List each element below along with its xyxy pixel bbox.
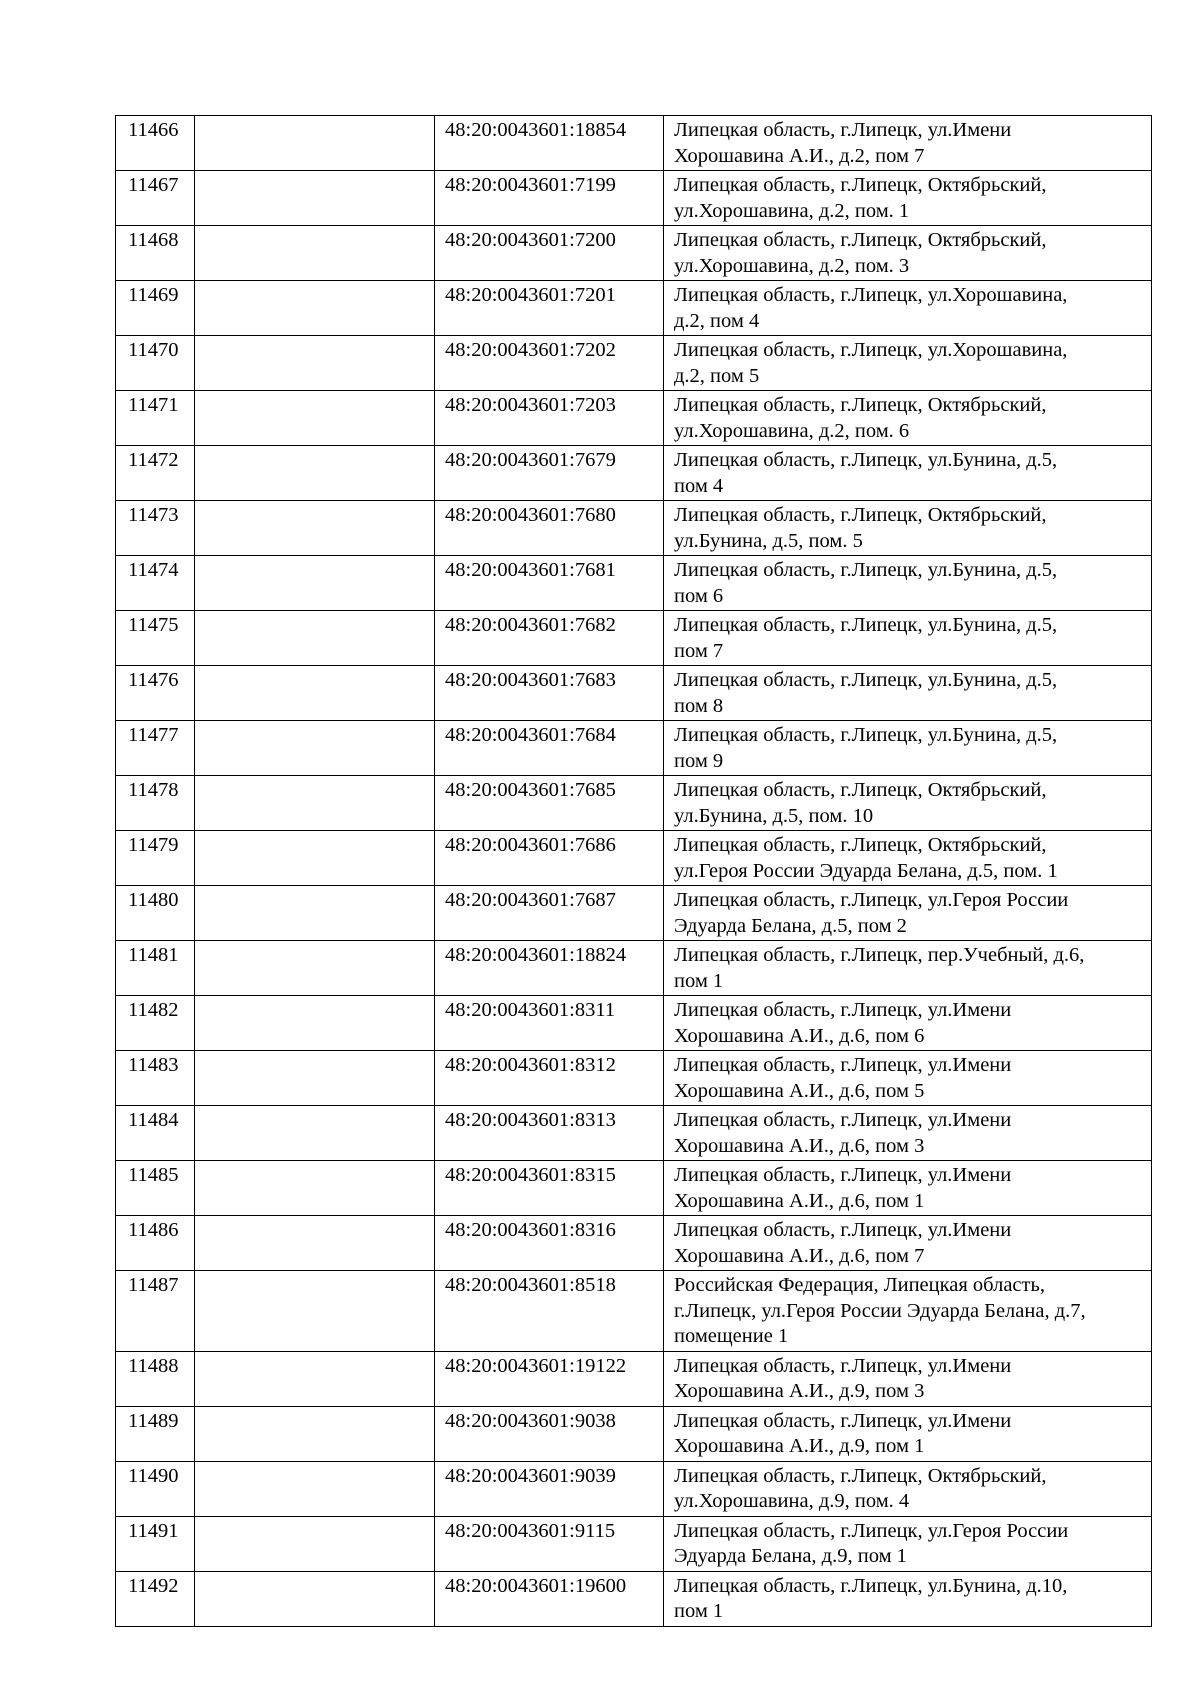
row-number: 11468 — [116, 226, 195, 281]
empty-cell — [195, 116, 435, 171]
table-row — [116, 1271, 1152, 1352]
address-cell — [664, 1106, 1152, 1161]
address-cell — [664, 1271, 1152, 1352]
table-body — [116, 116, 1152, 1627]
row-number: 11473 — [116, 501, 195, 556]
address-cell — [664, 1161, 1152, 1216]
address-line: Липецкая область, г.Липецк, ул.Хорошавина, — [674, 339, 1068, 361]
address-line: Липецкая область, г.Липецк, Октябрьский, — [674, 394, 1047, 416]
table-row — [116, 171, 1152, 226]
address-line: Хорошавина А.И., д.6, пом 7 — [674, 1244, 925, 1267]
cadastral-number: 48:20:0043601:8312 — [435, 1051, 664, 1106]
address-line: ул.Хорошавина, д.2, пом. 3 — [674, 254, 910, 277]
address-line: пом 9 — [674, 749, 724, 772]
empty-cell — [195, 721, 435, 776]
address-line: Эдуарда Белана, д.9, пом 1 — [674, 1545, 907, 1567]
empty-cell — [195, 1571, 435, 1626]
address-line: Липецкая область, г.Липецк, ул.Бунина, д.10, — [674, 1574, 1068, 1597]
address-cell — [664, 611, 1152, 666]
address-line: Липецкая область, г.Липецк, Октябрьский, — [674, 779, 1047, 801]
address-line: Липецкая область, г.Липецк, ул.Героя России — [674, 889, 1069, 911]
table-row — [116, 1406, 1152, 1461]
address-line: Хорошавина А.И., д.6, пом 1 — [674, 1189, 925, 1212]
empty-cell — [195, 226, 435, 281]
row-number: 11470 — [116, 336, 195, 391]
row-number: 11484 — [116, 1106, 195, 1161]
empty-cell — [195, 1351, 435, 1406]
address-line: Липецкая область, г.Липецк, Октябрьский, — [674, 1464, 1047, 1487]
property-registry-table — [115, 115, 1152, 1627]
cadastral-number: 48:20:0043601:8315 — [435, 1161, 664, 1216]
table-row — [116, 226, 1152, 281]
address-cell — [664, 391, 1152, 446]
cadastral-number: 48:20:0043601:18824 — [435, 941, 664, 996]
address-cell — [664, 171, 1152, 226]
cadastral-number: 48:20:0043601:7680 — [435, 501, 664, 556]
address-line: Липецкая область, г.Липецк, ул.Бунина, д.5, — [674, 724, 1058, 746]
table-row — [116, 1351, 1152, 1406]
address-cell — [664, 556, 1152, 611]
address-cell — [664, 1461, 1152, 1516]
cadastral-number: 48:20:0043601:7682 — [435, 611, 664, 666]
address-cell — [664, 1571, 1152, 1626]
table-row — [116, 336, 1152, 391]
address-cell — [664, 446, 1152, 501]
empty-cell — [195, 501, 435, 556]
row-number: 11487 — [116, 1271, 195, 1352]
cadastral-number: 48:20:0043601:7200 — [435, 226, 664, 281]
address-line: Хорошавина А.И., д.9, пом 3 — [674, 1380, 925, 1402]
address-line: ул.Героя России Эдуарда Белана, д.5, пом. 1 — [674, 859, 1058, 882]
address-cell — [664, 776, 1152, 831]
cadastral-number: 48:20:0043601:8311 — [435, 996, 664, 1051]
address-cell — [664, 1351, 1152, 1406]
cadastral-number: 48:20:0043601:7683 — [435, 666, 664, 721]
empty-cell — [195, 171, 435, 226]
address-line: Липецкая область, г.Липецк, ул.Имени — [674, 1219, 1012, 1241]
row-number: 11483 — [116, 1051, 195, 1106]
row-number: 11488 — [116, 1351, 195, 1406]
row-number: 11469 — [116, 281, 195, 336]
table-row — [116, 996, 1152, 1051]
row-number: 11480 — [116, 886, 195, 941]
row-number: 11466 — [116, 116, 195, 171]
table-row — [116, 1216, 1152, 1271]
cadastral-number: 48:20:0043601:7199 — [435, 171, 664, 226]
address-line: Хорошавина А.И., д.6, пом 6 — [674, 1024, 925, 1047]
cadastral-number: 48:20:0043601:7684 — [435, 721, 664, 776]
table-row — [116, 721, 1152, 776]
address-line: Липецкая область, г.Липецк, пер.Учебный, д.6, — [674, 944, 1085, 966]
address-line: пом 6 — [674, 584, 724, 607]
cadastral-number: 48:20:0043601:8316 — [435, 1216, 664, 1271]
table-row — [116, 556, 1152, 611]
cadastral-number: 48:20:0043601:7202 — [435, 336, 664, 391]
cadastral-number: 48:20:0043601:9039 — [435, 1461, 664, 1516]
cadastral-number: 48:20:0043601:19600 — [435, 1571, 664, 1626]
row-number: 11491 — [116, 1516, 195, 1571]
empty-cell — [195, 1216, 435, 1271]
address-cell — [664, 831, 1152, 886]
empty-cell — [195, 831, 435, 886]
cadastral-number: 48:20:0043601:7679 — [435, 446, 664, 501]
address-line: Липецкая область, г.Липецк, ул.Имени — [674, 1354, 1012, 1377]
table-row — [116, 1051, 1152, 1106]
empty-cell — [195, 996, 435, 1051]
address-line: д.2, пом 4 — [674, 309, 760, 332]
row-number: 11471 — [116, 391, 195, 446]
address-line: Липецкая область, г.Липецк, ул.Героя России — [674, 1519, 1069, 1542]
table-row — [116, 446, 1152, 501]
address-cell — [664, 1406, 1152, 1461]
address-cell — [664, 281, 1152, 336]
cadastral-number: 48:20:0043601:18854 — [435, 116, 664, 171]
address-line: Липецкая область, г.Липецк, Октябрьский, — [674, 229, 1047, 251]
cadastral-number: 48:20:0043601:7687 — [435, 886, 664, 941]
empty-cell — [195, 1106, 435, 1161]
row-number: 11492 — [116, 1571, 195, 1626]
cadastral-number: 48:20:0043601:9038 — [435, 1406, 664, 1461]
table-row — [116, 281, 1152, 336]
address-cell — [664, 501, 1152, 556]
row-number: 11476 — [116, 666, 195, 721]
address-line: Липецкая область, г.Липецк, ул.Имени — [674, 999, 1012, 1021]
address-cell — [664, 336, 1152, 391]
row-number: 11478 — [116, 776, 195, 831]
table-row — [116, 886, 1152, 941]
empty-cell — [195, 556, 435, 611]
address-line: Липецкая область, г.Липецк, Октябрьский, — [674, 174, 1047, 196]
table-row — [116, 1461, 1152, 1516]
address-line: Липецкая область, г.Липецк, ул.Бунина, д.5, — [674, 614, 1058, 636]
cadastral-number: 48:20:0043601:7681 — [435, 556, 664, 611]
empty-cell — [195, 1161, 435, 1216]
cadastral-number: 48:20:0043601:7203 — [435, 391, 664, 446]
address-line: Хорошавина А.И., д.2, пом 7 — [674, 144, 925, 167]
address-line: Российская Федерация, Липецкая область, — [674, 1274, 1045, 1296]
address-cell — [664, 721, 1152, 776]
cadastral-number: 48:20:0043601:7201 — [435, 281, 664, 336]
address-line: Хорошавина А.И., д.6, пом 5 — [674, 1079, 925, 1102]
cadastral-number: 48:20:0043601:9115 — [435, 1516, 664, 1571]
table-row — [116, 831, 1152, 886]
address-line: Эдуарда Белана, д.5, пом 2 — [674, 914, 907, 937]
empty-cell — [195, 941, 435, 996]
address-line: ул.Бунина, д.5, пом. 10 — [674, 804, 874, 827]
empty-cell — [195, 1406, 435, 1461]
empty-cell — [195, 1461, 435, 1516]
cadastral-number: 48:20:0043601:7686 — [435, 831, 664, 886]
table-row — [116, 1161, 1152, 1216]
empty-cell — [195, 1516, 435, 1571]
address-line: Липецкая область, г.Липецк, ул.Бунина, д.5, — [674, 669, 1058, 691]
address-cell — [664, 1216, 1152, 1271]
table-row — [116, 501, 1152, 556]
table-row — [116, 1516, 1152, 1571]
address-line: Липецкая область, г.Липецк, ул.Имени — [674, 1109, 1012, 1131]
address-line: пом 1 — [674, 969, 724, 992]
row-number: 11479 — [116, 831, 195, 886]
address-line: помещение 1 — [674, 1325, 789, 1347]
empty-cell — [195, 336, 435, 391]
row-number: 11485 — [116, 1161, 195, 1216]
cadastral-number: 48:20:0043601:8313 — [435, 1106, 664, 1161]
table-row — [116, 1106, 1152, 1161]
row-number: 11486 — [116, 1216, 195, 1271]
empty-cell — [195, 776, 435, 831]
table-row — [116, 116, 1152, 171]
row-number: 11467 — [116, 171, 195, 226]
row-number: 11481 — [116, 941, 195, 996]
empty-cell — [195, 1051, 435, 1106]
address-line: Липецкая область, г.Липецк, ул.Имени — [674, 1164, 1012, 1186]
row-number: 11472 — [116, 446, 195, 501]
address-line: ул.Хорошавина, д.2, пом. 1 — [674, 199, 910, 222]
empty-cell — [195, 886, 435, 941]
table-row — [116, 391, 1152, 446]
empty-cell — [195, 391, 435, 446]
table-row — [116, 776, 1152, 831]
cadastral-number: 48:20:0043601:8518 — [435, 1271, 664, 1352]
address-line: Хорошавина А.И., д.6, пом 3 — [674, 1134, 925, 1157]
address-cell — [664, 1516, 1152, 1571]
row-number: 11489 — [116, 1406, 195, 1461]
row-number: 11482 — [116, 996, 195, 1051]
address-cell — [664, 116, 1152, 171]
empty-cell — [195, 446, 435, 501]
address-line: Липецкая область, г.Липецк, ул.Бунина, д.5, — [674, 449, 1058, 471]
document-page — [115, 115, 1151, 1627]
row-number: 11490 — [116, 1461, 195, 1516]
empty-cell — [195, 1271, 435, 1352]
address-line: пом 1 — [674, 1600, 724, 1622]
address-cell — [664, 886, 1152, 941]
empty-cell — [195, 281, 435, 336]
table-row — [116, 941, 1152, 996]
table-row — [116, 611, 1152, 666]
table-row — [116, 1571, 1152, 1626]
table-row — [116, 666, 1152, 721]
address-line: Липецкая область, г.Липецк, ул.Имени — [674, 1409, 1012, 1432]
row-number: 11477 — [116, 721, 195, 776]
address-line: Липецкая область, г.Липецк, Октябрьский, — [674, 504, 1047, 526]
address-line: пом 4 — [674, 474, 724, 497]
address-line: ул.Хорошавина, д.2, пом. 6 — [674, 419, 910, 442]
address-line: г.Липецк, ул.Героя России Эдуарда Белана, д.7, — [674, 1299, 1086, 1322]
address-line: Липецкая область, г.Липецк, ул.Имени — [674, 1054, 1012, 1076]
address-cell — [664, 1051, 1152, 1106]
cadastral-number: 48:20:0043601:7685 — [435, 776, 664, 831]
address-line: пом 7 — [674, 639, 724, 662]
address-line: Хорошавина А.И., д.9, пом 1 — [674, 1435, 925, 1457]
address-line: Липецкая область, г.Липецк, Октябрьский, — [674, 834, 1047, 856]
address-line: пом 8 — [674, 694, 724, 717]
address-line: ул.Бунина, д.5, пом. 5 — [674, 529, 863, 552]
address-cell — [664, 996, 1152, 1051]
address-cell — [664, 226, 1152, 281]
address-cell — [664, 666, 1152, 721]
address-line: Липецкая область, г.Липецк, ул.Хорошавина, — [674, 284, 1068, 306]
row-number: 11475 — [116, 611, 195, 666]
address-line: Липецкая область, г.Липецк, ул.Бунина, д.5, — [674, 559, 1058, 581]
cadastral-number: 48:20:0043601:19122 — [435, 1351, 664, 1406]
address-line: ул.Хорошавина, д.9, пом. 4 — [674, 1490, 910, 1512]
address-line: д.2, пом 5 — [674, 364, 760, 387]
address-line: Липецкая область, г.Липецк, ул.Имени — [674, 119, 1012, 141]
empty-cell — [195, 666, 435, 721]
row-number: 11474 — [116, 556, 195, 611]
address-cell — [664, 941, 1152, 996]
empty-cell — [195, 611, 435, 666]
